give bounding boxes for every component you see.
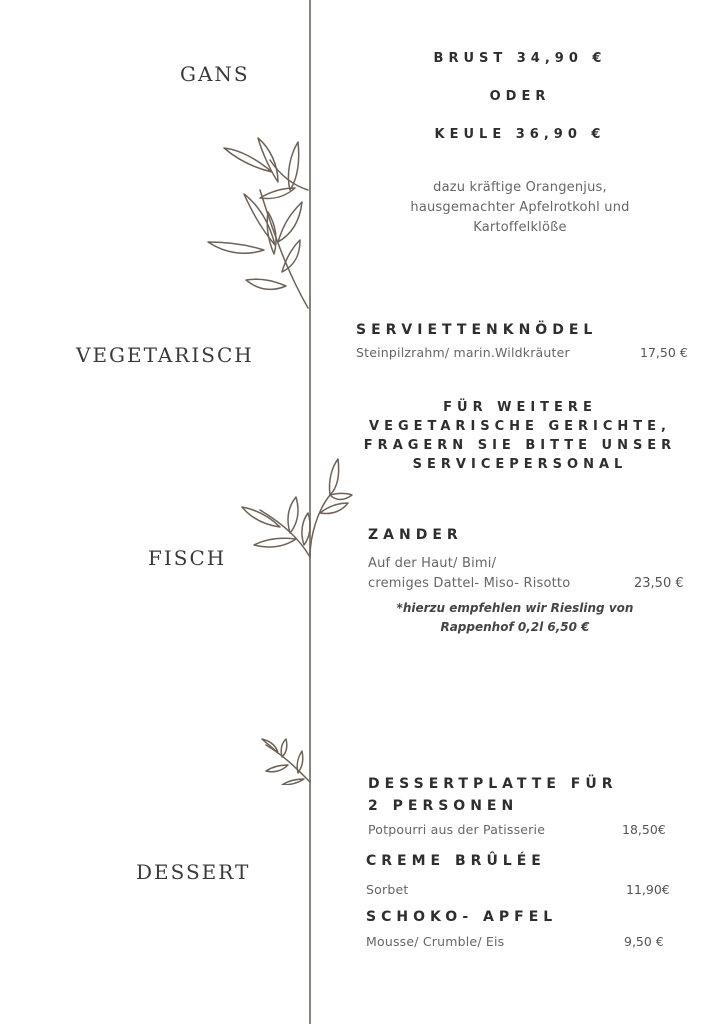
olive-branch-icon: [200, 130, 315, 315]
category-gans: GANS: [180, 62, 250, 86]
category-dessert: DESSERT: [136, 860, 251, 884]
fisch-desc-line: Auf der Haut/ Bimi/: [368, 556, 497, 571]
gans-desc-line: dazu kräftige Orangenjus,: [433, 180, 607, 195]
dessert-item3-title: SCHOKO- APFEL: [366, 909, 558, 925]
vegetarisch-info-line: FRAGERN SIE BITTE UNSER: [363, 438, 677, 453]
vegetarisch-info-line: SERVICEPERSONAL: [412, 457, 628, 472]
vegetarisch-info-line: FÜR WEITERE: [443, 400, 597, 415]
olive-branch-icon: [230, 455, 355, 560]
olive-branch-icon: [258, 735, 313, 785]
dessert-item1-price: 18,50€: [622, 822, 666, 837]
dessert-item1-title-line2: 2 PERSONEN: [368, 798, 519, 814]
gans-brust-price: BRUST 34,90 €: [433, 51, 607, 66]
vegetarisch-title: SERVIETTENKNÖDEL: [356, 322, 598, 338]
gans-description: [360, 178, 680, 238]
dessert-item1-title: DESSERTPLATTE FÜR: [368, 776, 618, 792]
gans-oder: ODER: [489, 89, 551, 104]
dessert-item2-price: 11,90€: [626, 882, 670, 897]
fisch-note-line: Rappenhof 0,2l 6,50 €: [440, 620, 590, 634]
gans-desc-line: Kartoffelklöße: [473, 220, 567, 235]
vegetarisch-info-line: VEGETARISCHE GERICHTE,: [369, 419, 671, 434]
fisch-wine-note: [360, 599, 670, 637]
gans-keule-price: KEULE 36,90 €: [434, 127, 606, 142]
vegetarisch-info: [340, 398, 700, 474]
fisch-desc-line: cremiges Dattel- Miso- Risotto: [368, 576, 571, 591]
category-fisch: FISCH: [148, 546, 227, 570]
fisch-title: ZANDER: [368, 527, 463, 543]
dessert-item1-desc: Potpourri aus der Patisserie: [368, 822, 546, 837]
vegetarisch-price: 17,50 €: [640, 345, 688, 360]
fisch-price: 23,50 €: [634, 576, 684, 591]
vegetarisch-desc: Steinpilzrahm/ marin.Wildkräuter: [356, 345, 570, 360]
category-vegetarisch: VEGETARISCH: [76, 343, 254, 367]
dessert-item2-desc: Sorbet: [366, 882, 409, 897]
dessert-item3-price: 9,50 €: [624, 934, 664, 949]
dessert-item3-desc: Mousse/ Crumble/ Eis: [366, 934, 505, 949]
fisch-note-line: *hierzu empfehlen wir Riesling von: [396, 601, 634, 615]
dessert-item2-title: CREME BRÛLÉE: [366, 853, 546, 869]
gans-desc-line: hausgemachter Apfelrotkohl und: [410, 200, 630, 215]
